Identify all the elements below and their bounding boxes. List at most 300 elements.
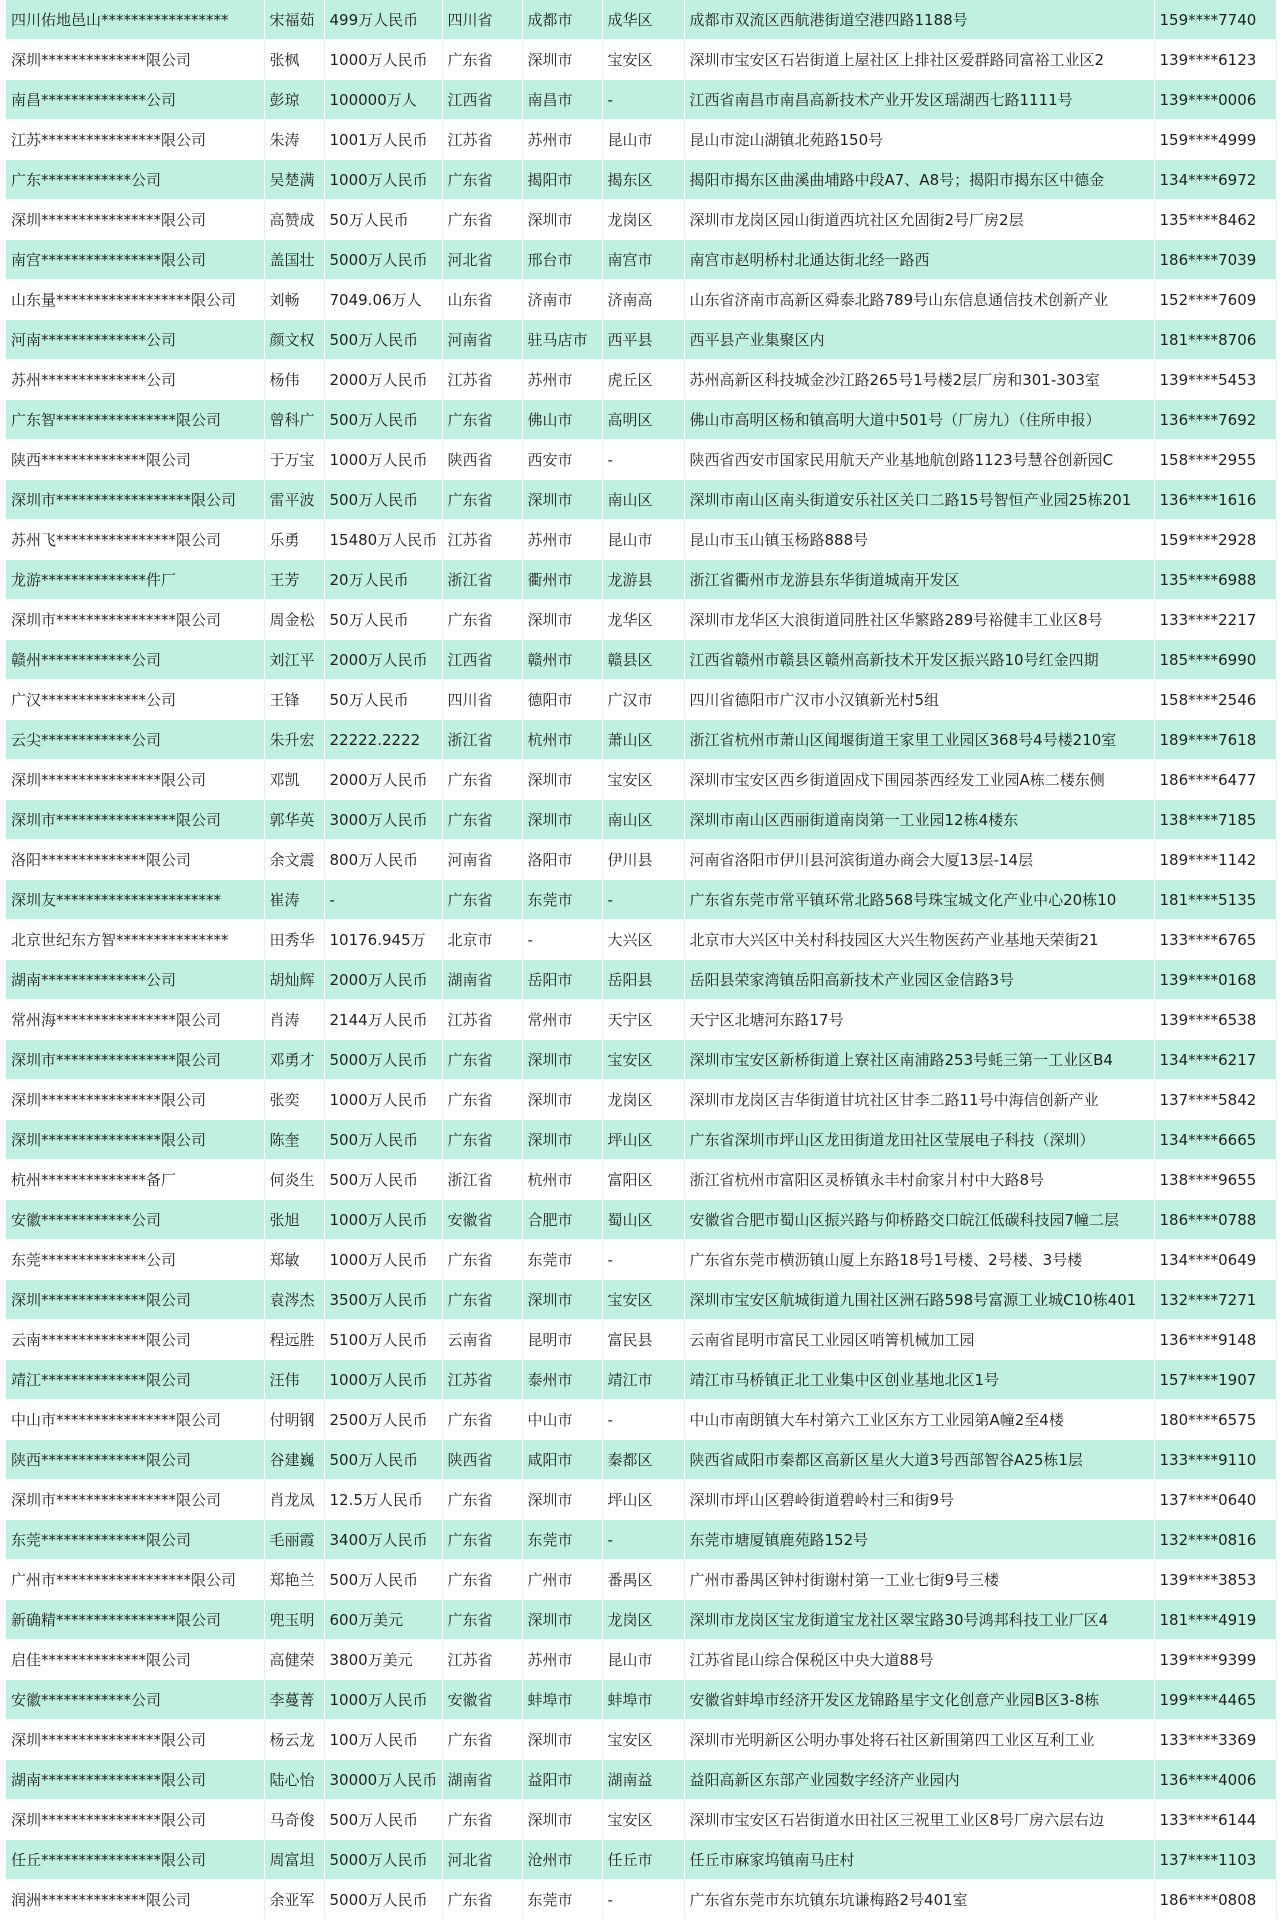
company-name-cell: 深圳市****************限公司	[6, 600, 264, 640]
phone-cell: 186****0808	[1154, 1880, 1276, 1920]
registered-capital-cell: 800万人民币	[324, 840, 442, 880]
district-cell: 富民县	[602, 1320, 684, 1360]
table-row	[6, 1440, 1276, 1480]
city-cell: 赣州市	[522, 640, 602, 680]
district-cell: 宝安区	[602, 760, 684, 800]
city-cell: 衢州市	[522, 560, 602, 600]
company-name-cell: 常州海****************限公司	[6, 1000, 264, 1040]
contact-name-cell: 肖龙凤	[264, 1480, 324, 1520]
company-name-cell: 东莞**************限公司	[6, 1520, 264, 1560]
contact-name-cell: 邓勇才	[264, 1040, 324, 1080]
phone-cell: 136****4006	[1154, 1760, 1276, 1800]
phone-cell: 134****0649	[1154, 1240, 1276, 1280]
province-cell: 江苏省	[442, 1640, 522, 1680]
phone-cell: 181****5135	[1154, 880, 1276, 920]
registered-capital-cell: 3800万美元	[324, 1640, 442, 1680]
address-cell: 深圳市龙岗区园山街道西坑社区允固街2号厂房2层	[684, 200, 1154, 240]
phone-cell: 132****0816	[1154, 1520, 1276, 1560]
contact-name-cell: 田秀华	[264, 920, 324, 960]
city-cell: 深圳市	[522, 480, 602, 520]
phone-cell: 159****7740	[1154, 0, 1276, 40]
city-cell: 深圳市	[522, 200, 602, 240]
district-cell: 番禺区	[602, 1560, 684, 1600]
address-cell: 靖江市马桥镇正北工业集中区创业基地北区1号	[684, 1360, 1154, 1400]
registered-capital-cell: 1000万人民币	[324, 440, 442, 480]
table-row	[6, 1160, 1276, 1200]
city-cell: 深圳市	[522, 1280, 602, 1320]
registered-capital-cell: 2000万人民币	[324, 960, 442, 1000]
address-cell: 昆山市淀山湖镇北苑路150号	[684, 120, 1154, 160]
city-cell: 中山市	[522, 1400, 602, 1440]
company-name-cell: 任丘****************限公司	[6, 1840, 264, 1880]
city-cell: 杭州市	[522, 1160, 602, 1200]
table-row	[6, 1560, 1276, 1600]
city-cell: 广州市	[522, 1560, 602, 1600]
district-cell: 赣县区	[602, 640, 684, 680]
address-cell: 深圳市宝安区航城街道九围社区洲石路598号富源工业城C10栋401	[684, 1280, 1154, 1320]
address-cell: 四川省德阳市广汉市小汉镇新光村5组	[684, 680, 1154, 720]
contact-name-cell: 郑敏	[264, 1240, 324, 1280]
phone-cell: 186****7039	[1154, 240, 1276, 280]
address-cell: 任丘市麻家坞镇南马庄村	[684, 1840, 1154, 1880]
registered-capital-cell: 100万人民币	[324, 1720, 442, 1760]
registered-capital-cell: 5000万人民币	[324, 1840, 442, 1880]
district-cell: 坪山区	[602, 1120, 684, 1160]
district-cell: 秦都区	[602, 1440, 684, 1480]
company-name-cell: 南宫****************限公司	[6, 240, 264, 280]
phone-cell: 139****0006	[1154, 80, 1276, 120]
contact-name-cell: 汪伟	[264, 1360, 324, 1400]
company-name-cell: 苏州飞****************限公司	[6, 520, 264, 560]
district-cell: 蜀山区	[602, 1200, 684, 1240]
company-name-cell: 杭州**************备厂	[6, 1160, 264, 1200]
contact-name-cell: 付明钢	[264, 1400, 324, 1440]
city-cell: 东莞市	[522, 1880, 602, 1920]
phone-cell: 158****2955	[1154, 440, 1276, 480]
contact-name-cell: 邓凯	[264, 760, 324, 800]
province-cell: 湖南省	[442, 960, 522, 1000]
table-row	[6, 1080, 1276, 1120]
address-cell: 揭阳市揭东区曲溪曲埔路中段A7、A8号；揭阳市揭东区中德金	[684, 160, 1154, 200]
province-cell: 广东省	[442, 1600, 522, 1640]
address-cell: 深圳市龙岗区吉华街道甘坑社区甘李二路11号中海信创新产业	[684, 1080, 1154, 1120]
contact-name-cell: 兜玉明	[264, 1600, 324, 1640]
table-row	[6, 440, 1276, 480]
province-cell: 广东省	[442, 1720, 522, 1760]
city-cell: 东莞市	[522, 1520, 602, 1560]
table-row	[6, 0, 1276, 40]
phone-cell: 139****0168	[1154, 960, 1276, 1000]
registered-capital-cell: 12.5万人民币	[324, 1480, 442, 1520]
company-name-cell: 赣州************公司	[6, 640, 264, 680]
phone-cell: 137****0640	[1154, 1480, 1276, 1520]
province-cell: 广东省	[442, 760, 522, 800]
city-cell: 昆明市	[522, 1320, 602, 1360]
contact-name-cell: 陈奎	[264, 1120, 324, 1160]
table-row	[6, 800, 1276, 840]
address-cell: 深圳市龙岗区宝龙街道宝龙社区翠宝路30号鸿邦科技工业厂区4	[684, 1600, 1154, 1640]
company-name-cell: 洛阳**************限公司	[6, 840, 264, 880]
contact-name-cell: 余文震	[264, 840, 324, 880]
contact-name-cell: 陆心怡	[264, 1760, 324, 1800]
table-row	[6, 1000, 1276, 1040]
table-row	[6, 160, 1276, 200]
contact-name-cell: 高赞成	[264, 200, 324, 240]
province-cell: 广东省	[442, 1800, 522, 1840]
address-cell: 广东省东莞市常平镇环常北路568号珠宝城文化产业中心20栋10	[684, 880, 1154, 920]
phone-cell: 137****1103	[1154, 1840, 1276, 1880]
contact-name-cell: 胡灿辉	[264, 960, 324, 1000]
contact-name-cell: 郭华英	[264, 800, 324, 840]
city-cell: 揭阳市	[522, 160, 602, 200]
contact-name-cell: 周金松	[264, 600, 324, 640]
table-row	[6, 560, 1276, 600]
table-row	[6, 1480, 1276, 1520]
province-cell: 安徽省	[442, 1200, 522, 1240]
company-name-cell: 深圳****************限公司	[6, 760, 264, 800]
company-name-cell: 新确精****************限公司	[6, 1600, 264, 1640]
phone-cell: 186****0788	[1154, 1200, 1276, 1240]
phone-cell: 136****9148	[1154, 1320, 1276, 1360]
table-row	[6, 1800, 1276, 1840]
phone-cell: 186****6477	[1154, 760, 1276, 800]
phone-cell: 135****8462	[1154, 200, 1276, 240]
registered-capital-cell: 500万人民币	[324, 320, 442, 360]
phone-cell: 134****6665	[1154, 1120, 1276, 1160]
address-cell: 东莞市塘厦镇鹿苑路152号	[684, 1520, 1154, 1560]
city-cell: 泰州市	[522, 1360, 602, 1400]
phone-cell: 136****1616	[1154, 480, 1276, 520]
city-cell: 蚌埠市	[522, 1680, 602, 1720]
city-cell: 杭州市	[522, 720, 602, 760]
district-cell: 宝安区	[602, 1280, 684, 1320]
contact-name-cell: 郑艳兰	[264, 1560, 324, 1600]
address-cell: 江苏省昆山综合保税区中央大道88号	[684, 1640, 1154, 1680]
district-cell: 龙华区	[602, 600, 684, 640]
district-cell: -	[602, 1400, 684, 1440]
contact-name-cell: 崔涛	[264, 880, 324, 920]
phone-cell: 138****9655	[1154, 1160, 1276, 1200]
registered-capital-cell: 499万人民币	[324, 0, 442, 40]
province-cell: 四川省	[442, 680, 522, 720]
registered-capital-cell: -	[324, 880, 442, 920]
district-cell: 南山区	[602, 480, 684, 520]
province-cell: 江西省	[442, 80, 522, 120]
province-cell: 浙江省	[442, 720, 522, 760]
province-cell: 广东省	[442, 1400, 522, 1440]
phone-cell: 189****1142	[1154, 840, 1276, 880]
province-cell: 广东省	[442, 1880, 522, 1920]
district-cell: 天宁区	[602, 1000, 684, 1040]
table-row	[6, 640, 1276, 680]
city-cell: 成都市	[522, 0, 602, 40]
district-cell: 宝安区	[602, 40, 684, 80]
city-cell: 苏州市	[522, 360, 602, 400]
city-cell: 岳阳市	[522, 960, 602, 1000]
province-cell: 江苏省	[442, 1360, 522, 1400]
city-cell: 驻马店市	[522, 320, 602, 360]
city-cell: -	[522, 920, 602, 960]
registered-capital-cell: 2144万人民币	[324, 1000, 442, 1040]
address-cell: 江西省赣州市赣县区赣州高新技术开发区振兴路10号红金四期	[684, 640, 1154, 680]
province-cell: 安徽省	[442, 1680, 522, 1720]
district-cell: -	[602, 1520, 684, 1560]
company-name-cell: 启佳**************限公司	[6, 1640, 264, 1680]
phone-cell: 139****9399	[1154, 1640, 1276, 1680]
province-cell: 河南省	[442, 840, 522, 880]
table-row	[6, 1840, 1276, 1880]
registered-capital-cell: 500万人民币	[324, 1560, 442, 1600]
district-cell: 济南高	[602, 280, 684, 320]
registered-capital-cell: 1000万人民币	[324, 160, 442, 200]
district-cell: 靖江市	[602, 1360, 684, 1400]
district-cell: 萧山区	[602, 720, 684, 760]
district-cell: 昆山市	[602, 520, 684, 560]
province-cell: 江苏省	[442, 360, 522, 400]
address-cell: 深圳市宝安区新桥街道上寮社区南浦路253号蚝三第一工业区B4	[684, 1040, 1154, 1080]
address-cell: 深圳市坪山区碧岭街道碧岭村三和街9号	[684, 1480, 1154, 1520]
address-cell: 佛山市高明区杨和镇高明大道中501号（厂房九）（住所申报）	[684, 400, 1154, 440]
table-row	[6, 1760, 1276, 1800]
company-name-cell: 山东量******************限公司	[6, 280, 264, 320]
company-name-cell: 陕西**************限公司	[6, 1440, 264, 1480]
phone-cell: 134****6972	[1154, 160, 1276, 200]
province-cell: 广东省	[442, 880, 522, 920]
phone-cell: 181****4919	[1154, 1600, 1276, 1640]
table-row	[6, 1880, 1276, 1920]
table-row	[6, 1040, 1276, 1080]
registered-capital-cell: 600万美元	[324, 1600, 442, 1640]
contact-name-cell: 刘江平	[264, 640, 324, 680]
registered-capital-cell: 500万人民币	[324, 1800, 442, 1840]
contact-name-cell: 高健荣	[264, 1640, 324, 1680]
company-table-body	[6, 0, 1276, 1920]
table-row	[6, 720, 1276, 760]
province-cell: 陕西省	[442, 440, 522, 480]
contact-name-cell: 杨伟	[264, 360, 324, 400]
table-row	[6, 120, 1276, 160]
district-cell: 宝安区	[602, 1720, 684, 1760]
province-cell: 广东省	[442, 400, 522, 440]
contact-name-cell: 张枫	[264, 40, 324, 80]
table-row	[6, 80, 1276, 120]
company-name-cell: 北京世纪东方智***************	[6, 920, 264, 960]
company-name-cell: 南昌**************公司	[6, 80, 264, 120]
district-cell: -	[602, 1240, 684, 1280]
city-cell: 深圳市	[522, 1480, 602, 1520]
registered-capital-cell: 3500万人民币	[324, 1280, 442, 1320]
province-cell: 广东省	[442, 1560, 522, 1600]
address-cell: 陕西省咸阳市秦都区高新区星火大道3号西部智谷A25栋1层	[684, 1440, 1154, 1480]
province-cell: 广东省	[442, 1240, 522, 1280]
company-name-cell: 润洲**************限公司	[6, 1880, 264, 1920]
address-cell: 浙江省杭州市富阳区灵桥镇永丰村俞家爿村中大路8号	[684, 1160, 1154, 1200]
province-cell: 浙江省	[442, 560, 522, 600]
company-name-cell: 深圳**************限公司	[6, 1280, 264, 1320]
registered-capital-cell: 2000万人民币	[324, 640, 442, 680]
address-cell: 广东省东莞市东坑镇东坑谦梅路2号401室	[684, 1880, 1154, 1920]
phone-cell: 152****7609	[1154, 280, 1276, 320]
table-row	[6, 400, 1276, 440]
address-cell: 深圳市光明新区公明办事处将石社区新围第四工业区互利工业	[684, 1720, 1154, 1760]
company-name-cell: 湖南****************限公司	[6, 1760, 264, 1800]
company-name-cell: 云尖************公司	[6, 720, 264, 760]
company-name-cell: 深圳****************限公司	[6, 1080, 264, 1120]
registered-capital-cell: 20万人民币	[324, 560, 442, 600]
company-name-cell: 河南**************公司	[6, 320, 264, 360]
address-cell: 深圳市南山区西丽街道南岗第一工业园12栋4楼东	[684, 800, 1154, 840]
address-cell: 河南省洛阳市伊川县河滨街道办商会大厦13层-14层	[684, 840, 1154, 880]
province-cell: 河北省	[442, 240, 522, 280]
district-cell: 宝安区	[602, 1040, 684, 1080]
address-cell: 成都市双流区西航港街道空港四路1188号	[684, 0, 1154, 40]
district-cell: -	[602, 880, 684, 920]
district-cell: 蚌埠市	[602, 1680, 684, 1720]
registered-capital-cell: 500万人民币	[324, 400, 442, 440]
province-cell: 广东省	[442, 1280, 522, 1320]
district-cell: 湖南益	[602, 1760, 684, 1800]
registered-capital-cell: 50万人民币	[324, 680, 442, 720]
contact-name-cell: 刘畅	[264, 280, 324, 320]
address-cell: 陕西省西安市国家民用航天产业基地航创路1123号慧谷创新园C	[684, 440, 1154, 480]
company-name-cell: 安徽************公司	[6, 1200, 264, 1240]
phone-cell: 189****7618	[1154, 720, 1276, 760]
address-cell: 浙江省杭州市萧山区闻堰街道王家里工业园区368号4号楼210室	[684, 720, 1154, 760]
province-cell: 广东省	[442, 800, 522, 840]
contact-name-cell: 李蔓菁	[264, 1680, 324, 1720]
address-cell: 江西省南昌市南昌高新技术产业开发区瑶湖西七路1111号	[684, 80, 1154, 120]
city-cell: 深圳市	[522, 760, 602, 800]
contact-name-cell: 曾科广	[264, 400, 324, 440]
city-cell: 深圳市	[522, 1720, 602, 1760]
province-cell: 河北省	[442, 1840, 522, 1880]
district-cell: 龙岗区	[602, 200, 684, 240]
contact-name-cell: 张旭	[264, 1200, 324, 1240]
contact-name-cell: 宋福茹	[264, 0, 324, 40]
company-name-cell: 东莞**************公司	[6, 1240, 264, 1280]
city-cell: 深圳市	[522, 800, 602, 840]
province-cell: 陕西省	[442, 1440, 522, 1480]
address-cell: 天宁区北塘河东路17号	[684, 1000, 1154, 1040]
registered-capital-cell: 500万人民币	[324, 1440, 442, 1480]
district-cell: 坪山区	[602, 1480, 684, 1520]
address-cell: 深圳市龙华区大浪街道同胜社区华繁路289号裕健丰工业区8号	[684, 600, 1154, 640]
company-name-cell: 广东************公司	[6, 160, 264, 200]
district-cell: 宝安区	[602, 1800, 684, 1840]
city-cell: 洛阳市	[522, 840, 602, 880]
address-cell: 中山市南朗镇大车村第六工业区东方工业园第A幢2至4楼	[684, 1400, 1154, 1440]
phone-cell: 138****7185	[1154, 800, 1276, 840]
phone-cell: 133****2217	[1154, 600, 1276, 640]
company-name-cell: 深圳友**********************	[6, 880, 264, 920]
province-cell: 江苏省	[442, 520, 522, 560]
district-cell: 西平县	[602, 320, 684, 360]
registered-capital-cell: 1000万人民币	[324, 1200, 442, 1240]
contact-name-cell: 盖国壮	[264, 240, 324, 280]
province-cell: 广东省	[442, 160, 522, 200]
district-cell: 广汉市	[602, 680, 684, 720]
table-row	[6, 600, 1276, 640]
contact-name-cell: 袁涔杰	[264, 1280, 324, 1320]
address-cell: 广东省东莞市横沥镇山厦上东路18号1号楼、2号楼、3号楼	[684, 1240, 1154, 1280]
table-row	[6, 1360, 1276, 1400]
registered-capital-cell: 50万人民币	[324, 600, 442, 640]
city-cell: 沧州市	[522, 1840, 602, 1880]
address-cell: 深圳市宝安区西乡街道固戍下围园茶西经发工业园A栋二楼东侧	[684, 760, 1154, 800]
registered-capital-cell: 3400万人民币	[324, 1520, 442, 1560]
city-cell: 深圳市	[522, 1040, 602, 1080]
contact-name-cell: 朱涛	[264, 120, 324, 160]
contact-name-cell: 杨云龙	[264, 1720, 324, 1760]
table-row	[6, 680, 1276, 720]
registered-capital-cell: 1000万人民币	[324, 40, 442, 80]
contact-name-cell: 雷平波	[264, 480, 324, 520]
district-cell: -	[602, 80, 684, 120]
contact-name-cell: 吴楚满	[264, 160, 324, 200]
table-row	[6, 1400, 1276, 1440]
contact-name-cell: 于万宝	[264, 440, 324, 480]
table-row	[6, 1520, 1276, 1560]
city-cell: 深圳市	[522, 1600, 602, 1640]
company-name-cell: 四川佑地邑山*****************	[6, 0, 264, 40]
city-cell: 西安市	[522, 440, 602, 480]
table-row	[6, 1640, 1276, 1680]
registered-capital-cell: 1000万人民币	[324, 1680, 442, 1720]
phone-cell: 157****1907	[1154, 1360, 1276, 1400]
city-cell: 咸阳市	[522, 1440, 602, 1480]
contact-name-cell: 谷建巍	[264, 1440, 324, 1480]
table-row	[6, 960, 1276, 1000]
address-cell: 深圳市南山区南头街道安乐社区关口二路15号智恒产业园25栋201	[684, 480, 1154, 520]
company-name-cell: 深圳市****************限公司	[6, 1040, 264, 1080]
company-name-cell: 深圳市****************限公司	[6, 1480, 264, 1520]
city-cell: 常州市	[522, 1000, 602, 1040]
company-name-cell: 靖江**************限公司	[6, 1360, 264, 1400]
district-cell: -	[602, 1880, 684, 1920]
province-cell: 江苏省	[442, 120, 522, 160]
table-row	[6, 1120, 1276, 1160]
province-cell: 江西省	[442, 640, 522, 680]
address-cell: 昆山市玉山镇玉杨路888号	[684, 520, 1154, 560]
table-row	[6, 1600, 1276, 1640]
city-cell: 佛山市	[522, 400, 602, 440]
address-cell: 浙江省衢州市龙游县东华街道城南开发区	[684, 560, 1154, 600]
province-cell: 广东省	[442, 600, 522, 640]
district-cell: 昆山市	[602, 120, 684, 160]
province-cell: 浙江省	[442, 1160, 522, 1200]
table-row	[6, 320, 1276, 360]
city-cell: 德阳市	[522, 680, 602, 720]
company-name-cell: 深圳****************限公司	[6, 1800, 264, 1840]
province-cell: 四川省	[442, 0, 522, 40]
address-cell: 山东省济南市高新区舜泰北路789号山东信息通信技术创新产业	[684, 280, 1154, 320]
table-row	[6, 1320, 1276, 1360]
address-cell: 南宫市赵明桥村北通达街北经一路西	[684, 240, 1154, 280]
table-row	[6, 1720, 1276, 1760]
phone-cell: 159****2928	[1154, 520, 1276, 560]
table-row	[6, 760, 1276, 800]
table-row	[6, 40, 1276, 80]
table-row	[6, 1240, 1276, 1280]
phone-cell: 133****6765	[1154, 920, 1276, 960]
company-name-cell: 深圳****************限公司	[6, 200, 264, 240]
company-name-cell: 深圳市******************限公司	[6, 480, 264, 520]
district-cell: 龙岗区	[602, 1080, 684, 1120]
address-cell: 安徽省蚌埠市经济开发区龙锦路星宇文化创意产业园B区3-8栋	[684, 1680, 1154, 1720]
registered-capital-cell: 1001万人民币	[324, 120, 442, 160]
company-name-cell: 深圳市****************限公司	[6, 800, 264, 840]
contact-name-cell: 马奇俊	[264, 1800, 324, 1840]
